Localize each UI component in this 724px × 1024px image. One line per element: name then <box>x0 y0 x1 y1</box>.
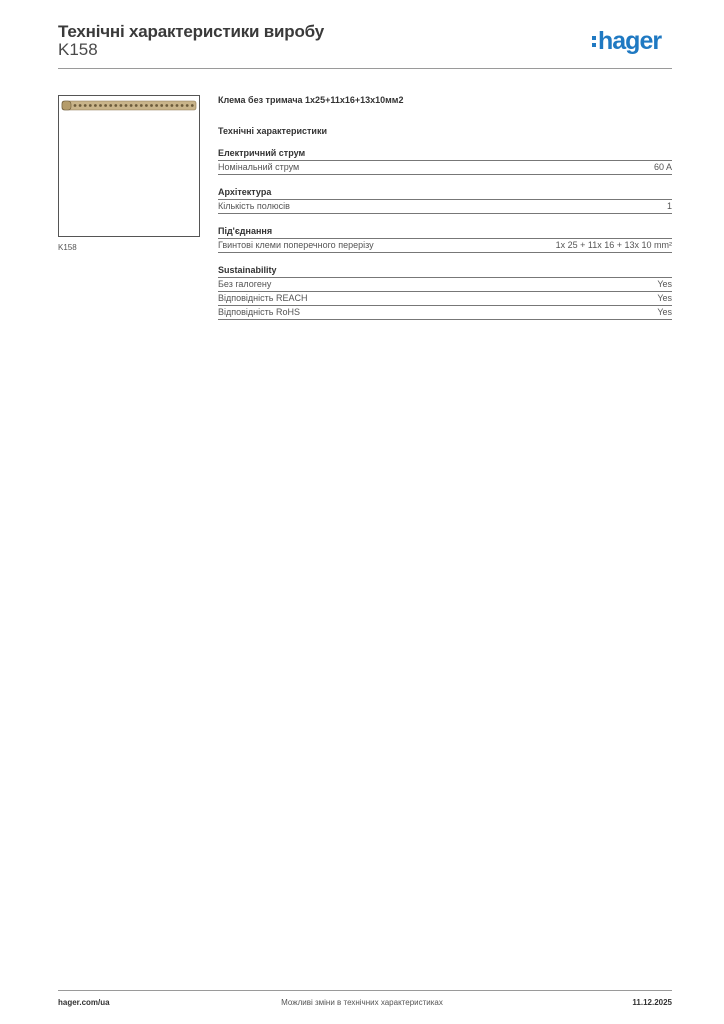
spec-label: Без галогену <box>218 279 272 289</box>
screw-icon <box>140 104 143 107</box>
screw-icon <box>135 104 138 107</box>
spec-value: Yes <box>657 279 672 289</box>
screw-icon <box>109 104 112 107</box>
screw-icon <box>171 104 174 107</box>
screw-icon <box>84 104 87 107</box>
header-divider <box>58 68 672 69</box>
page-title: Технічні характеристики виробу <box>58 22 324 41</box>
spec-value: Yes <box>657 293 672 303</box>
image-caption: K158 <box>58 243 77 252</box>
spec-row <box>218 200 672 214</box>
spec-group-title: Під'єднання <box>218 226 672 239</box>
product-name: Клема без тримача 1x25+11x16+13x10мм2 <box>218 95 404 105</box>
screw-icon <box>176 104 179 107</box>
screw-icon <box>150 104 153 107</box>
screw-icon <box>160 104 163 107</box>
spec-label: Відповідність RoHS <box>218 307 300 317</box>
logo-text: hager <box>598 26 662 55</box>
product-image <box>58 95 200 237</box>
hager-logo <box>592 27 661 55</box>
spec-label: Відповідність REACH <box>218 293 308 303</box>
footer-divider <box>58 990 672 991</box>
spec-group <box>218 148 672 175</box>
screw-icon <box>89 104 92 107</box>
screw-icon <box>145 104 148 107</box>
screw-icon <box>114 104 117 107</box>
screw-icon <box>99 104 102 107</box>
spec-label: Номінальний струм <box>218 162 300 172</box>
spec-group-title: Архітектура <box>218 187 672 200</box>
spec-label: Кількість полюсів <box>218 201 290 211</box>
screw-icon <box>191 104 194 107</box>
footer-note: Можливі зміни в технічних характеристиках <box>281 998 443 1007</box>
screw-icon <box>79 104 82 107</box>
logo-colon-icon <box>592 36 596 47</box>
screw-icon <box>181 104 184 107</box>
terminal-bar-picture <box>59 96 199 236</box>
spec-row <box>218 306 672 320</box>
spec-label: Гвинтові клеми поперечного перерізу <box>218 240 374 250</box>
spec-row <box>218 239 672 253</box>
spec-group-title: Sustainability <box>218 265 672 278</box>
specifications <box>218 95 672 332</box>
footer-date: 11.12.2025 <box>632 998 672 1007</box>
screw-icon <box>74 104 77 107</box>
screw-icon <box>130 104 133 107</box>
spec-value: 1 <box>666 201 672 211</box>
screw-icon <box>186 104 189 107</box>
screw-icon <box>94 104 97 107</box>
spec-group <box>218 226 672 253</box>
footer-website: hager.com/ua <box>58 998 110 1007</box>
screw-icon <box>120 104 123 107</box>
spec-row <box>218 292 672 306</box>
spec-row <box>218 278 672 292</box>
spec-value: Yes <box>657 307 672 317</box>
spec-group <box>218 265 672 320</box>
section-heading: Технічні характеристики <box>218 126 327 136</box>
screw-icon <box>125 104 128 107</box>
spec-row <box>218 161 672 175</box>
product-code: K158 <box>58 40 98 59</box>
spec-group-title: Електричний струм <box>218 148 672 161</box>
screw-icon <box>104 104 107 107</box>
spec-groups <box>218 148 672 320</box>
spec-value: 60 A <box>653 162 672 172</box>
spec-group <box>218 187 672 214</box>
screw-icon <box>165 104 168 107</box>
screw-icon <box>155 104 158 107</box>
spec-value: 1x 25 + 11x 16 + 13x 10 mm² <box>555 240 672 250</box>
